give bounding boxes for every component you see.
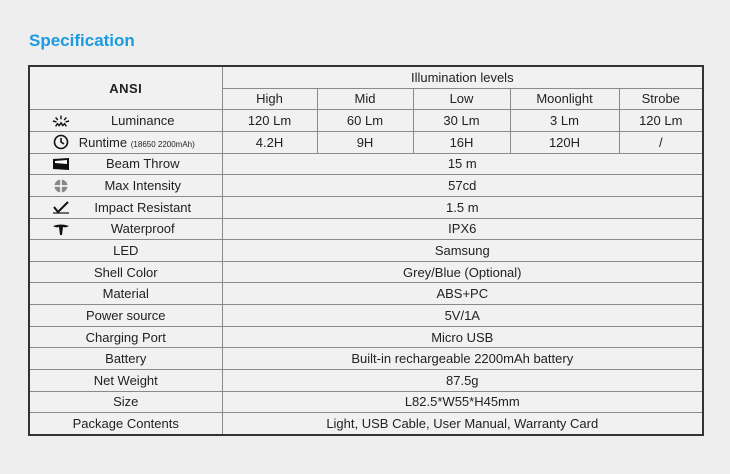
runtime-low: 16H <box>413 131 510 153</box>
crosshair-icon <box>52 178 70 194</box>
impact-resistant-row <box>29 196 703 218</box>
sun-rays-icon <box>52 113 70 129</box>
specification-table <box>28 65 704 436</box>
battery-row <box>29 348 703 370</box>
luminance-strobe: 120 Lm <box>619 110 703 132</box>
level-mid: Mid <box>317 88 413 110</box>
level-low: Low <box>413 88 510 110</box>
shell-color-row <box>29 261 703 283</box>
beam-throw-label-cell <box>29 153 222 175</box>
header-row <box>29 66 703 88</box>
max-intensity-label: Max Intensity <box>104 178 182 194</box>
luminance-high: 120 Lm <box>222 110 317 132</box>
runtime-label: Runtime <box>78 134 128 150</box>
max-intensity-row <box>29 175 703 197</box>
beam-throw-label: Beam Throw <box>106 156 180 172</box>
charging-port-label: Charging Port <box>29 326 222 348</box>
package-contents-value: Light, USB Cable, User Manual, Warranty Card <box>222 413 703 435</box>
waterproof-label: Waterproof <box>110 221 175 237</box>
package-contents-row <box>29 413 703 435</box>
size-label: Size <box>29 391 222 413</box>
waterproof-value: IPX6 <box>222 218 703 240</box>
impact-resistant-label: Impact Resistant <box>94 199 192 215</box>
impact-icon <box>52 199 70 215</box>
luminance-label: Luminance <box>110 113 175 129</box>
runtime-strobe: / <box>619 131 703 153</box>
shell-color-value: Grey/Blue (Optional) <box>222 261 703 283</box>
luminance-low: 30 Lm <box>413 110 510 132</box>
clock-icon <box>52 134 70 150</box>
power-source-row <box>29 305 703 327</box>
luminance-moonlight: 3 Lm <box>510 110 619 132</box>
luminance-row <box>29 110 703 132</box>
runtime-high: 4.2H <box>222 131 317 153</box>
level-high: High <box>222 88 317 110</box>
battery-label: Battery <box>29 348 222 370</box>
material-label: Material <box>29 283 222 305</box>
package-contents-label: Package Contents <box>29 413 222 435</box>
level-strobe: Strobe <box>619 88 703 110</box>
size-row <box>29 391 703 413</box>
charging-port-row <box>29 326 703 348</box>
beam-throw-icon <box>52 156 70 172</box>
luminance-mid: 60 Lm <box>317 110 413 132</box>
led-row <box>29 240 703 262</box>
material-value: ABS+PC <box>222 283 703 305</box>
led-label: LED <box>29 240 222 262</box>
runtime-row <box>29 131 703 153</box>
shell-color-label: Shell Color <box>29 261 222 283</box>
net-weight-row <box>29 370 703 392</box>
material-row <box>29 283 703 305</box>
runtime-moonlight: 120H <box>510 131 619 153</box>
waterproof-icon <box>52 221 70 237</box>
net-weight-label: Net Weight <box>29 370 222 392</box>
impact-resistant-value: 1.5 m <box>222 196 703 218</box>
power-source-label: Power source <box>29 305 222 327</box>
level-moonlight: Moonlight <box>510 88 619 110</box>
max-intensity-value: 57cd <box>222 175 703 197</box>
battery-value: Built-in rechargeable 2200mAh battery <box>222 348 703 370</box>
size-value: L82.5*W55*H45mm <box>222 391 703 413</box>
runtime-mid: 9H <box>317 131 413 153</box>
net-weight-value: 87.5g <box>222 370 703 392</box>
page-title: Specification <box>29 31 135 50</box>
impact-resistant-label-cell <box>29 196 222 218</box>
runtime-note: (18650 2200mAh) <box>130 139 195 149</box>
beam-throw-row <box>29 153 703 175</box>
waterproof-label-cell <box>29 218 222 240</box>
waterproof-row <box>29 218 703 240</box>
beam-throw-value: 15 m <box>222 153 703 175</box>
power-source-value: 5V/1A <box>222 305 703 327</box>
led-value: Samsung <box>222 240 703 262</box>
ansi-header: ANSI <box>29 66 222 110</box>
illumination-header: Illumination levels <box>222 66 703 88</box>
charging-port-value: Micro USB <box>222 326 703 348</box>
max-intensity-label-cell <box>29 175 222 197</box>
runtime-label-cell <box>29 131 222 153</box>
luminance-label-cell <box>29 110 222 132</box>
